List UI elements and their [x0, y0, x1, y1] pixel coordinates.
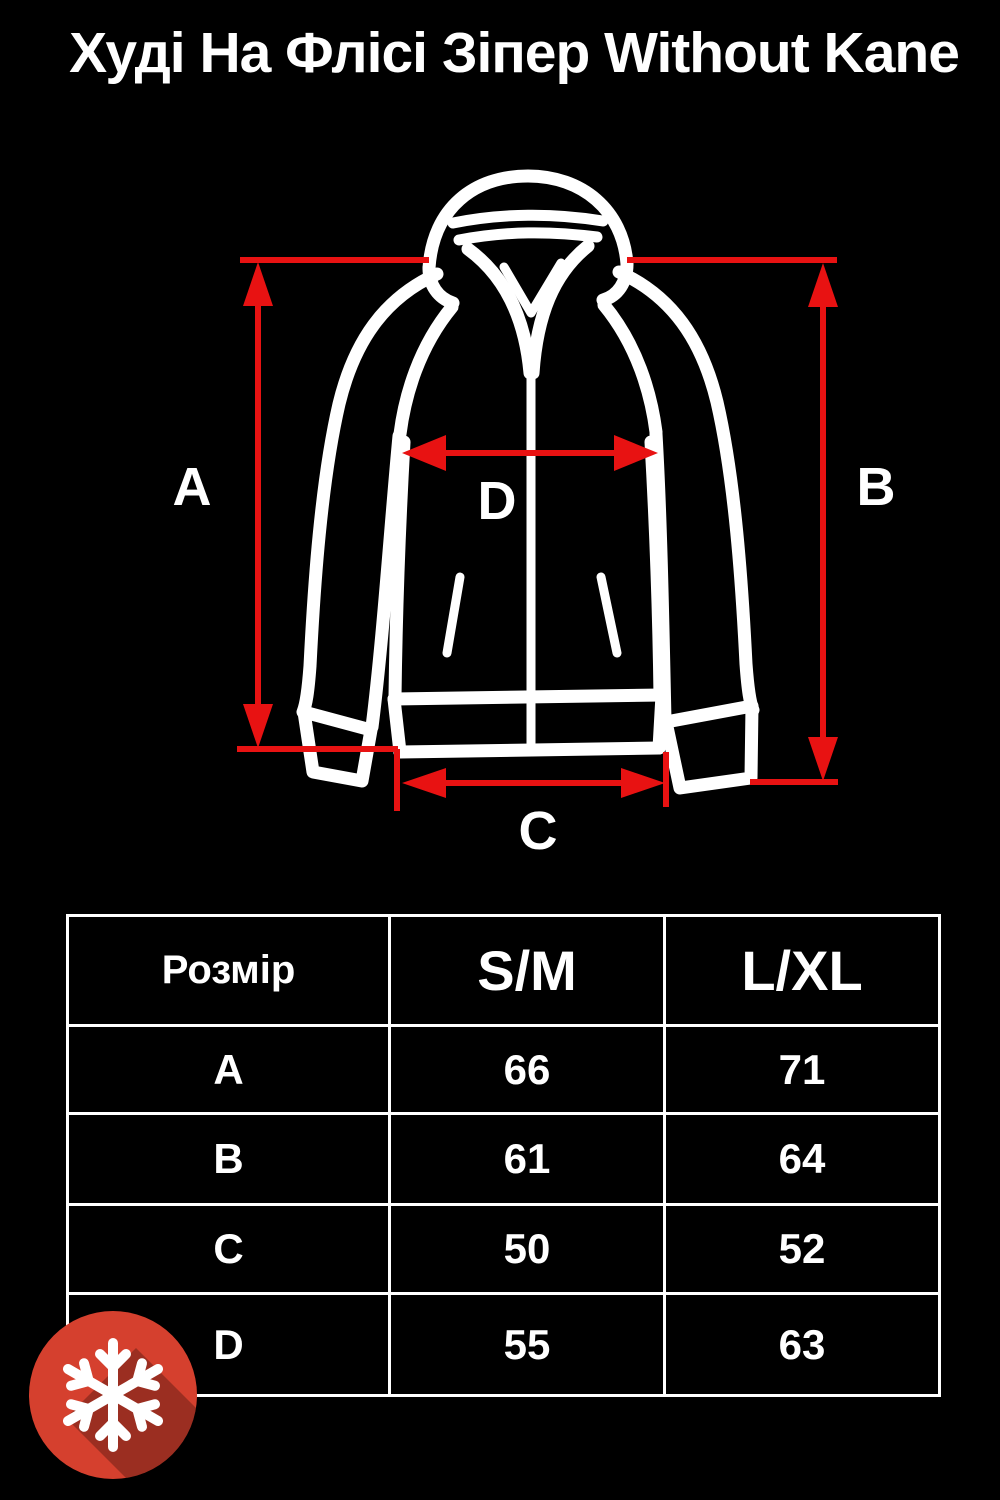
header-size: Розмір	[68, 916, 390, 1026]
label-a: A	[172, 457, 212, 517]
table-header-row	[68, 916, 940, 1026]
table-row	[68, 1205, 940, 1294]
table-row	[68, 1294, 940, 1396]
snowflake-icon	[28, 1310, 198, 1480]
cell-value: 55	[390, 1294, 665, 1396]
snowflake-badge	[28, 1310, 198, 1480]
row-label: D	[68, 1294, 390, 1396]
measurement-arrow-b	[750, 263, 838, 782]
row-label: B	[68, 1114, 390, 1205]
table-row	[68, 1114, 940, 1205]
cell-value: 64	[665, 1114, 940, 1205]
header-lxl: L/XL	[665, 916, 940, 1026]
label-b: B	[856, 457, 896, 517]
row-label: C	[68, 1205, 390, 1294]
cell-value: 63	[665, 1294, 940, 1396]
cell-value: 52	[665, 1205, 940, 1294]
size-diagram	[0, 150, 1000, 880]
label-c: C	[518, 801, 558, 861]
row-label: A	[68, 1026, 390, 1114]
cell-value: 61	[390, 1114, 665, 1205]
cell-value: 66	[390, 1026, 665, 1114]
cell-value: 50	[390, 1205, 665, 1294]
cell-value: 71	[665, 1026, 940, 1114]
hoodie-outline	[303, 176, 753, 788]
header-sm: S/M	[390, 916, 665, 1026]
table-row	[68, 1026, 940, 1114]
product-title: Худі На Флісі Зіпер Without Kane	[69, 21, 959, 85]
label-d: D	[477, 471, 517, 531]
